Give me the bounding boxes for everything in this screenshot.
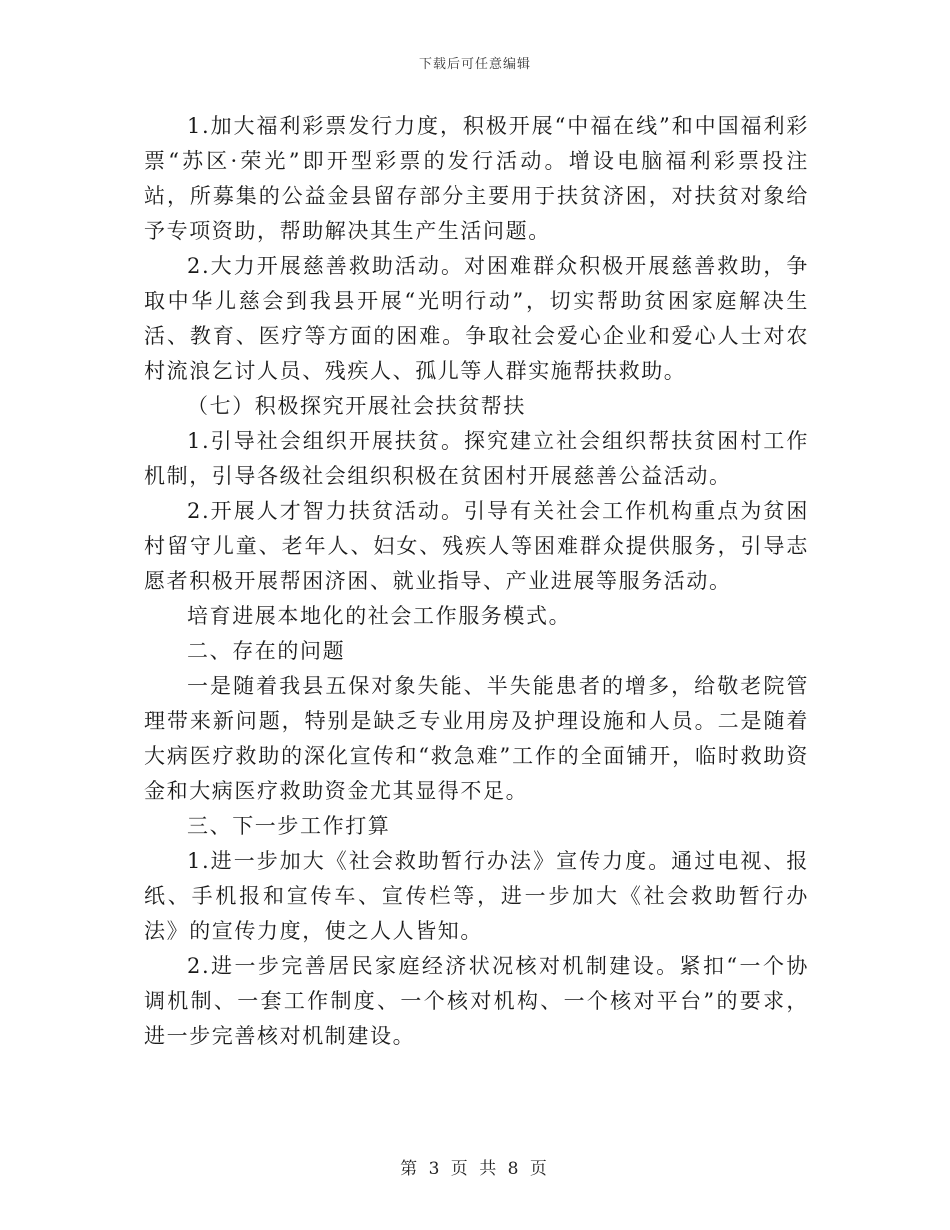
section-heading-next-steps: 三、下一步工作打算 — [187, 814, 391, 838]
document-body — [144, 109, 809, 1054]
paragraph-social-work-model: 培育进展本地化的社会工作服务模式。 — [187, 604, 572, 628]
paragraph-talent-poverty: 2.开展人才智力扶贫活动。引导有关社会工作机构重点为贫困村留守儿童、老年人、妇女、残疾人等困难群众提供服务，引导志愿者积极开展帮困济困、就业指导、产业进展等服务活动。 — [144, 499, 809, 593]
paragraph-verification: 2.进一步完善居民家庭经济状况核对机制建设。紧扣“一个协调机制、一套工作制度、一个核对机构、一个核对平台”的要求，进一步完善核对机制建设。 — [144, 954, 809, 1048]
page-number: 第 3 页 共 8 页 — [400, 1159, 550, 1179]
paragraph-publicity: 1.进一步加大《社会救助暂行办法》宣传力度。通过电视、报纸、手机报和宣传车、宣传栏等，进一步加大《社会救助暂行办法》的宣传力度，使之人人皆知。 — [144, 849, 809, 943]
section-heading-problems: 二、存在的问题 — [187, 639, 346, 663]
paragraph-problems: 一是随着我县五保对象失能、半失能患者的增多，给敬老院管理带来新问题，特别是缺乏专业用房及护理设施和人员。二是随着大病医疗救助的深化宣传和“救急难”工作的全面铺开，临时救助资金和大病医疗救助资金尤其显得不足。 — [144, 674, 809, 803]
paragraph-lottery: 1.加大福利彩票发行力度，积极开展“中福在线”和中国福利彩票“苏区·荣光”即开型彩票的发行活动。增设电脑福利彩票投注站，所募集的公益金县留存部分主要用于扶贫济困，对扶贫对象给予专项资助，帮助解决其生产生活问题。 — [144, 114, 809, 243]
paragraph-charity-aid: 2.大力开展慈善救助活动。对困难群众积极开展慈善救助，争取中华儿慈会到我县开展“光明行动”，切实帮助贫困家庭解决生活、教育、医疗等方面的困难。争取社会爱心企业和爱心人士对农村流浪乞讨人员、残疾人、孤儿等人群实施帮扶救助。 — [144, 254, 809, 383]
paragraph-social-organizations: 1.引导社会组织开展扶贫。探究建立社会组织帮扶贫困村工作机制，引导各级社会组织积极在贫困村开展慈善公益活动。 — [144, 429, 809, 488]
section-heading-social-poverty: （七）积极探究开展社会扶贫帮扶 — [187, 394, 526, 418]
page-header: 下载后可任意编辑 — [418, 57, 531, 72]
